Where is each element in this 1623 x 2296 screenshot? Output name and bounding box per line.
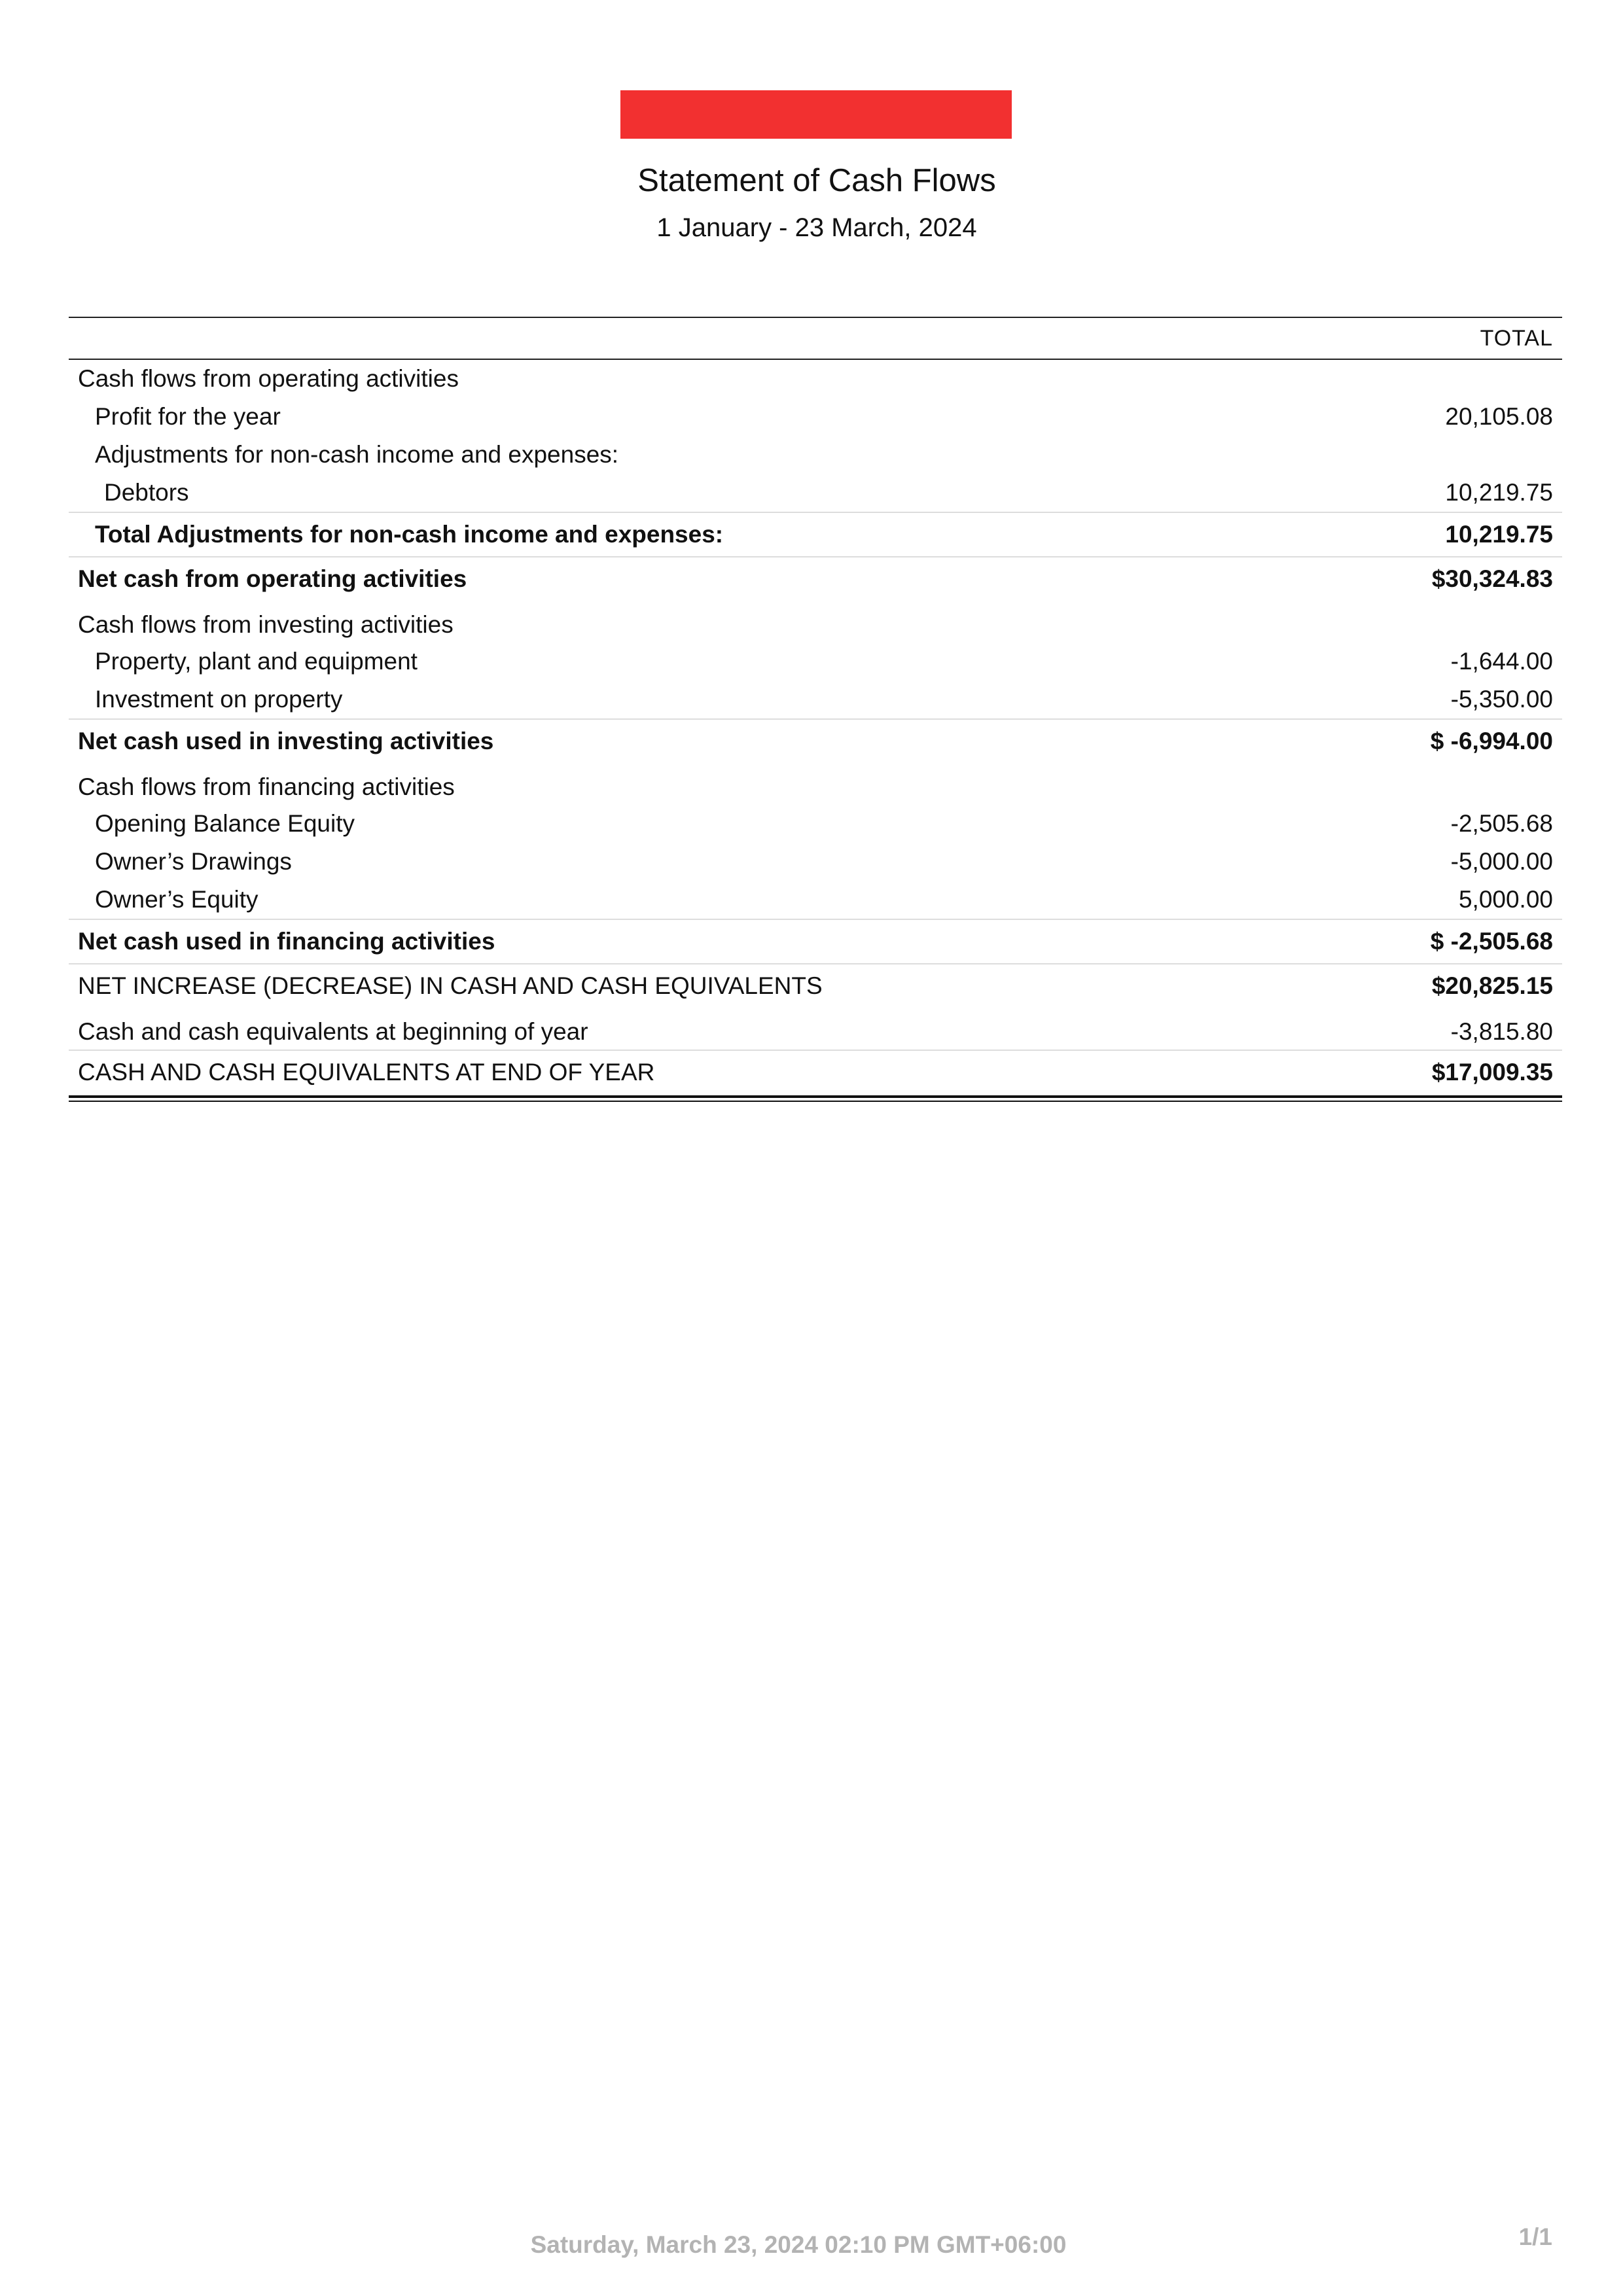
opening-balance-label: Opening Balance Equity: [95, 810, 355, 837]
beginning-cash-label: Cash and cash equivalents at beginning of year: [78, 1018, 588, 1045]
investing-heading: Cash flows from investing activities: [78, 611, 454, 638]
table-row: [69, 805, 1562, 843]
table-row: [69, 680, 1562, 718]
total-adjustments-value: 10,219.75: [1445, 521, 1553, 548]
table-row: [69, 436, 1562, 474]
net-investing-value: $ -6,994.00: [1430, 728, 1553, 754]
adjustments-heading: Adjustments for non-cash income and expenses:: [95, 441, 619, 468]
beginning-cash-row: [69, 1008, 1562, 1050]
total-adjustments-row: [69, 512, 1562, 556]
net-financing-value: $ -2,505.68: [1430, 928, 1553, 955]
investment-property-value: -5,350.00: [1450, 686, 1553, 713]
net-investing-row: [69, 718, 1562, 763]
debtors-value: 10,219.75: [1445, 479, 1553, 506]
net-investing-label: Net cash used in investing activities: [78, 728, 494, 754]
net-increase-value: $20,825.15: [1431, 972, 1553, 999]
net-operating-value: $30,324.83: [1431, 565, 1553, 592]
net-financing-row: [69, 919, 1562, 963]
ppe-label: Property, plant and equipment: [95, 648, 418, 675]
footer-timestamp: Saturday, March 23, 2024 02:10 PM GMT+06:00: [530, 2231, 1067, 2258]
profit-label: Profit for the year: [95, 403, 281, 430]
table-row: [69, 881, 1562, 919]
financing-heading: Cash flows from financing activities: [78, 773, 455, 800]
column-header-total: TOTAL: [1480, 326, 1553, 351]
net-increase-label: NET INCREASE (DECREASE) IN CASH AND CASH EQUIVALENTS: [78, 972, 823, 999]
company-logo: [620, 90, 1012, 139]
table-row: [69, 398, 1562, 436]
profit-value: 20,105.08: [1445, 403, 1553, 430]
ppe-value: -1,644.00: [1450, 648, 1553, 675]
beginning-cash-value: -3,815.80: [1450, 1018, 1553, 1045]
owners-equity-label: Owner’s Equity: [95, 886, 259, 913]
debtors-label: Debtors: [104, 479, 189, 506]
net-operating-row: [69, 556, 1562, 601]
operating-heading-row: [69, 360, 1562, 398]
footer-page-number: 1/1: [1518, 2223, 1552, 2250]
investing-heading-row: [69, 601, 1562, 643]
financing-heading-row: [69, 763, 1562, 805]
end-cash-row: [69, 1050, 1562, 1094]
end-cash-value: $17,009.35: [1431, 1059, 1553, 1086]
report-period: 1 January - 23 March, 2024: [656, 213, 977, 242]
investment-property-label: Investment on property: [95, 686, 343, 713]
end-cash-label: CASH AND CASH EQUIVALENTS AT END OF YEAR: [78, 1059, 655, 1086]
owners-drawings-value: -5,000.00: [1450, 848, 1553, 875]
owners-drawings-label: Owner’s Drawings: [95, 848, 292, 875]
net-increase-row: [69, 963, 1562, 1008]
cash-flow-table: [69, 317, 1562, 1102]
final-double-rule: [69, 1095, 1562, 1102]
report-title: Statement of Cash Flows: [637, 163, 996, 198]
net-financing-label: Net cash used in financing activities: [78, 928, 495, 955]
table-row: [69, 643, 1562, 680]
table-header: [69, 317, 1562, 360]
table-row: [69, 843, 1562, 881]
owners-equity-value: 5,000.00: [1458, 886, 1553, 913]
operating-heading: Cash flows from operating activities: [78, 365, 459, 392]
total-adjustments-label: Total Adjustments for non-cash income and expenses:: [95, 521, 724, 548]
table-row: [69, 474, 1562, 512]
net-operating-label: Net cash from operating activities: [78, 565, 467, 592]
opening-balance-value: -2,505.68: [1450, 810, 1553, 837]
